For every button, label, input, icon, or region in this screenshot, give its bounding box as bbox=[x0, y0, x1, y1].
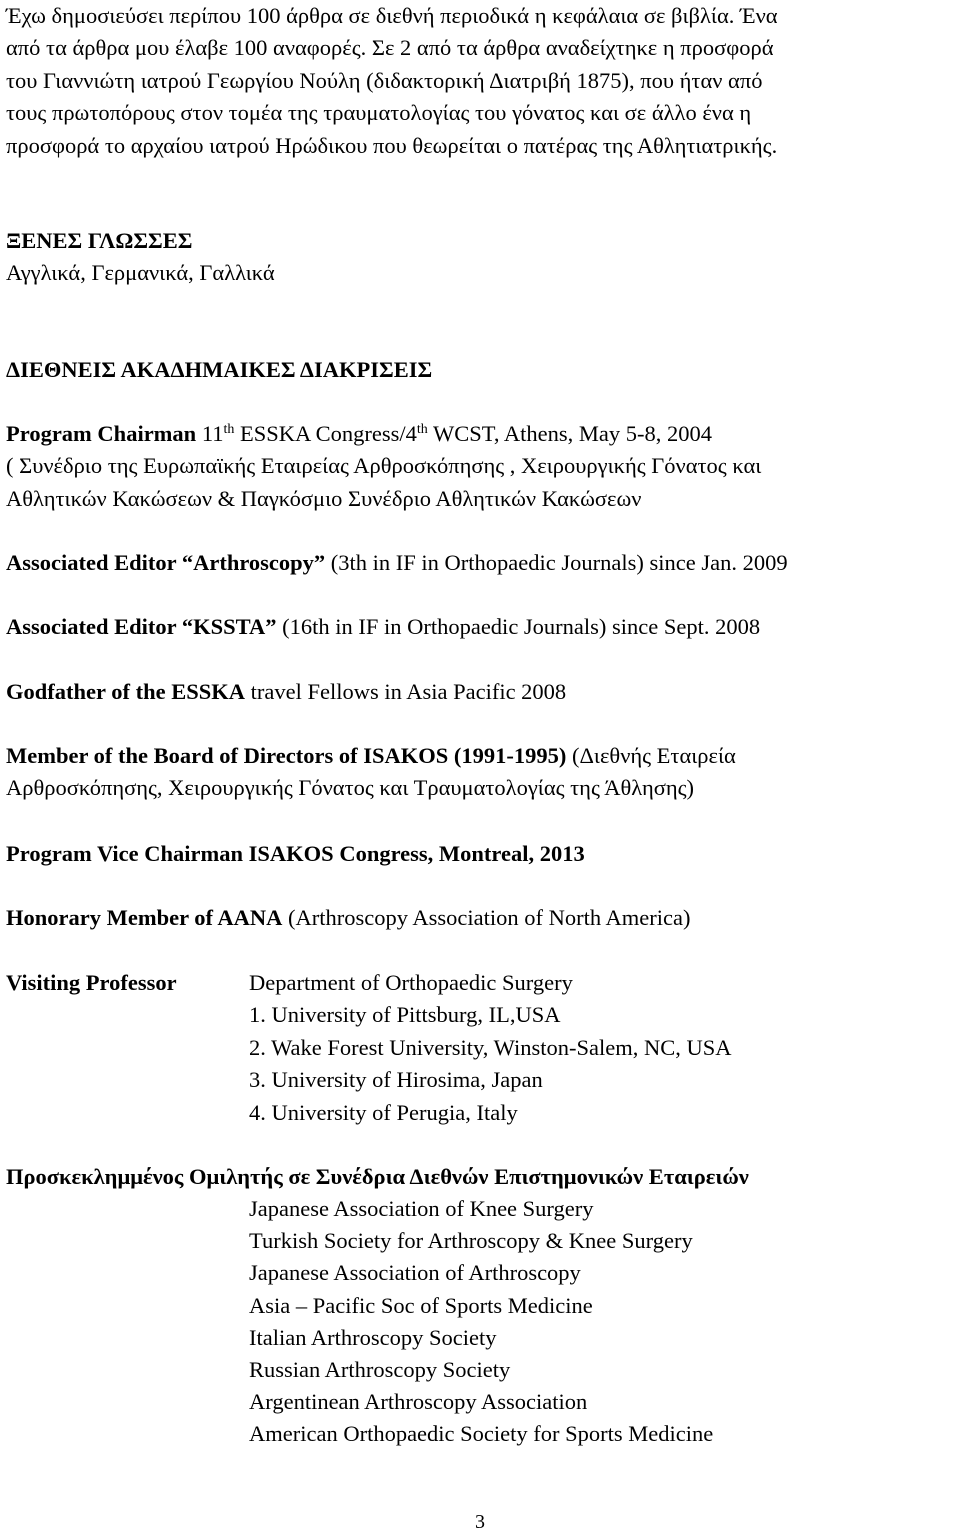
list-item: Italian Arthroscopy Society bbox=[249, 1324, 497, 1350]
assoc-editor-arthroscopy bbox=[6, 547, 954, 579]
congress-name: ESSKA Congress/4 bbox=[234, 421, 417, 446]
page-number: 3 bbox=[475, 1511, 485, 1533]
intro-paragraph bbox=[6, 0, 954, 162]
godfather-title: Godfather of the ESSKA bbox=[6, 679, 245, 704]
intro-line: προσφορά το αρχαίου ιατρού Ηρώδικου που θεωρείται ο πατέρας της Αθλητιατρικής. bbox=[6, 132, 778, 158]
list-item: Asia – Pacific Soc of Sports Medicine bbox=[249, 1292, 593, 1318]
invited-speaker-heading: Προσκεκλημμένος Ομιλητής σε Συνέδρια Διεθνών Επιστημονικών Εταιρειών bbox=[6, 1164, 749, 1189]
assoc-editor-kssta bbox=[6, 611, 954, 643]
intro-line: Έχω δημοσιεύσει περίπου 100 άρθρα σε διεθνή περιοδικά η κεφάλαια σε βιβλία. Ένα bbox=[6, 3, 778, 28]
list-item: 2. Wake Forest University, Winston-Salem, NC, USA bbox=[249, 1034, 732, 1060]
distinctions-heading: ΔΙΕΘΝΕΙΣ ΑΚΑΔΗΜΑΙΚΕΣ ΔΙΑΚΡΙΣΕΙΣ bbox=[6, 357, 433, 382]
board-member-org: (Διεθνής Εταιρεία bbox=[566, 743, 736, 768]
intro-line: του Γιαννιώτη ιατρού Γεωργίου Νούλη (διδακτορική Διατριβή 1875), που ήταν από bbox=[6, 67, 763, 93]
assoc-editor-title: Associated Editor bbox=[6, 550, 182, 575]
journal-name: “KSSTA” bbox=[181, 614, 277, 639]
intro-line: από τα άρθρα μου έλαβε 100 αναφορές. Σε 2 από τα άρθρα αναδείχτηκε η προσφορά bbox=[6, 35, 774, 61]
journal-name: “Arthroscopy” bbox=[181, 550, 326, 575]
honorary-member-title: Honorary Member of AANA bbox=[6, 905, 283, 930]
visiting-professor-entry bbox=[6, 967, 954, 1137]
godfather-details: travel Fellows in Asia Pacific 2008 bbox=[244, 679, 567, 704]
board-member-title: Member of the Board of Directors of ISAKOS (1991-1995) bbox=[6, 743, 567, 768]
program-chairman-desc: Αθλητικών Κακώσεων & Παγκόσμιο Συνέδριο Αθλητικών Κακώσεων bbox=[6, 485, 642, 511]
list-item: Japanese Association of Knee Surgery bbox=[249, 1196, 594, 1221]
assoc-editor-title: Associated Editor bbox=[6, 614, 182, 639]
ordinal-suffix: th bbox=[223, 422, 235, 437]
program-chairman-desc: ( Συνέδριο της Ευρωπαϊκής Εταιρείας Αρθροσκόπησης , Χειρουργικής Γόνατος και bbox=[6, 453, 762, 479]
board-member-org-cont: Αρθροσκόπησης, Χειρουργικής Γόνατος και Τραυματολογίας της Άθλησης) bbox=[6, 775, 695, 801]
program-chairman-title: Program Chairman bbox=[6, 421, 197, 446]
assoc-editor-details: (3th in IF in Orthopaedic Journals) since Jan. 2009 bbox=[325, 550, 788, 575]
honorary-member-entry bbox=[6, 902, 954, 934]
department-name: Department of Orthopaedic Surgery bbox=[249, 970, 573, 995]
vice-chairman-title: Program Vice Chairman ISAKOS Congress, Montreal, 2013 bbox=[6, 841, 585, 866]
visiting-professor-list bbox=[249, 967, 731, 1129]
languages-heading: ΞΕΝΕΣ ΓΛΩΣΣΕΣ bbox=[6, 228, 193, 253]
program-chairman-line bbox=[6, 418, 954, 450]
congress-details: WCST, Athens, May 5-8, 2004 bbox=[427, 421, 712, 446]
intro-line: τους πρωτοπόρους στον τομέα της τραυματολογίας του γόνατος και σε άλλο ένα η bbox=[6, 100, 752, 126]
program-chairman-entry bbox=[6, 418, 954, 515]
board-member-entry bbox=[6, 740, 954, 805]
godfather-entry bbox=[6, 676, 954, 708]
list-item: 3. University of Hirosima, Japan bbox=[249, 1067, 543, 1093]
honorary-member-org: (Arthroscopy Association of North America) bbox=[282, 905, 691, 930]
list-item: Argentinean Arthroscopy Association bbox=[249, 1389, 588, 1415]
congress-number: 11 bbox=[201, 421, 224, 446]
list-item: 1. University of Pittsburg, IL,USA bbox=[249, 1002, 561, 1028]
assoc-editor-details: (16th in IF in Orthopaedic Journals) since Sept. 2008 bbox=[276, 614, 761, 639]
distinctions-section bbox=[6, 354, 954, 386]
vice-chairman-entry bbox=[6, 838, 954, 870]
invited-speaker-list bbox=[249, 1193, 713, 1451]
languages-text: Αγγλικά, Γερμανικά, Γαλλικά bbox=[6, 260, 275, 286]
list-item: Russian Arthroscopy Society bbox=[249, 1357, 511, 1383]
list-item: Turkish Society for Arthroscopy & Knee Surgery bbox=[249, 1228, 693, 1254]
ordinal-suffix: th bbox=[416, 422, 428, 437]
list-item: Japanese Association of Arthroscopy bbox=[249, 1260, 581, 1286]
list-item: 4. University of Perugia, Italy bbox=[249, 1099, 518, 1125]
languages-section bbox=[6, 225, 954, 290]
list-item: American Orthopaedic Society for Sports Medicine bbox=[249, 1421, 714, 1447]
visiting-professor-label: Visiting Professor bbox=[6, 970, 177, 995]
invited-speaker-section bbox=[6, 1161, 954, 1461]
